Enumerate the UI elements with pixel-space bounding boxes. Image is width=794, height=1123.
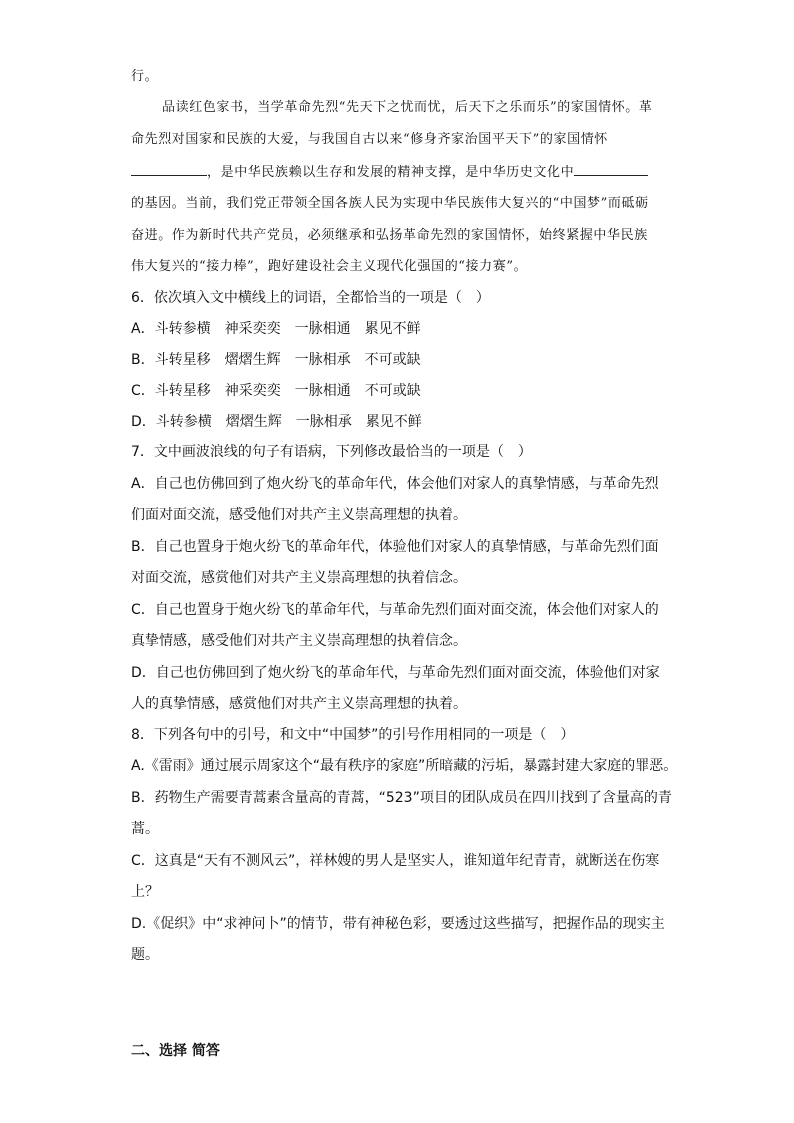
q6-option-c: C．斗转星移 神采奕奕 一脉相通 不可或缺 <box>131 383 421 399</box>
q6-option-a: A．斗转参横 神采奕奕 一脉相通 累见不鲜 <box>131 321 421 337</box>
q8-option-d-cont: 题。 <box>131 947 159 963</box>
q7-option-d-cont: 人的真挚情感，感赏他们对共产主义崇高理想的执着。 <box>131 696 467 712</box>
question-8-stem: 8．下列各句中的引号，和文中“中国梦”的引号作用相同的一项是（ ） <box>131 727 575 743</box>
q8-option-d: D.《促织》中“求神问卜”的情节，带有神秘色彩，要透过这些描写，把握作品的现实主 <box>131 916 665 932</box>
passage-line: 命先烈对国家和民族的大爱，与我国自古以来“修身齐家治国平天下”的家国情怀 <box>131 132 608 147</box>
fill-blank <box>574 163 648 176</box>
q8-option-c: C．这真是“天有不测风云”，祥林嫂的男人是坚实人，谁知道年纪青青，就断送在伤寒 <box>131 853 660 869</box>
passage-line: 行。 <box>131 69 159 84</box>
question-6-stem: 6．依次填入文中横线上的词语，全都恰当的一项是（ ） <box>131 290 490 306</box>
q7-option-a-cont: 们面对面交流，感受他们对共产主义崇高理想的执着。 <box>131 507 467 523</box>
passage-line: 品读红色家书，当学革命先烈“先天下之忧而忧，后天下之乐而乐”的家国情怀。革 <box>162 100 653 115</box>
passage-text: ，是中华民族赖以生存和发展的精神支撑，是中华历史文化中 <box>207 165 575 180</box>
q8-option-b-cont: 蒿。 <box>131 821 159 837</box>
passage-line: 伟大复兴的“接力棒”，跑好建设社会主义现代化强国的“接力赛”。 <box>131 259 528 274</box>
section-heading: 二、选择 简答 <box>131 1043 220 1059</box>
q8-option-a: A.《雷雨》通过展示周家这个“最有秩序的家庭”所暗藏的污垢，暴露封建大家庭的罪恶。 <box>131 758 678 774</box>
q7-option-a: A．自己也仿佛回到了炮火纷飞的革命年代，体会他们对家人的真挚情感，与革命先烈 <box>131 476 659 492</box>
passage-line: 的基因。当前，我们党正带领全国各族人民为实现中华民族伟大复兴的“中国梦”而砥砺 <box>131 196 649 211</box>
q7-option-b-cont: 对面交流，感赏他们对共产主义崇高理想的执着信念。 <box>131 570 467 586</box>
q7-option-d: D．自己也仿佛回到了炮火纷飞的革命年代，与革命先烈们面对面交流，体验他们对家 <box>131 665 660 681</box>
passage-line-with-blanks <box>131 163 648 182</box>
q6-option-b: B．斗转星移 熠熠生辉 一脉相承 不可或缺 <box>131 352 421 368</box>
q7-option-c-cont: 真挚情感，感受他们对共产主义崇高理想的执着信念。 <box>131 633 467 649</box>
passage-line: 奋进。作为新时代共产党员，必须继承和弘扬革命先烈的家国情怀，始终紧握中华民族 <box>131 228 648 243</box>
q7-option-c: C．自己也置身于炮火纷飞的革命年代，与革命先烈们面对面交流，体会他们对家人的 <box>131 602 659 618</box>
q6-option-d: D．斗转参横 熠熠生辉 一脉相承 累见不鲜 <box>131 414 422 430</box>
question-7-stem: 7．文中画波浪线的句子有语病，下列修改最恰当的一项是（ ） <box>131 444 532 460</box>
q8-option-c-cont: 上？ <box>131 884 159 900</box>
q8-option-b: B．药物生产需要青蒿素含量高的青蒿，“523”项目的团队成员在四川找到了含量高的青 <box>131 790 672 806</box>
q7-option-b: B．自己也置身于炮火纷飞的革命年代，体验他们对家人的真挚情感，与革命先烈们面 <box>131 539 659 555</box>
fill-blank <box>131 163 207 176</box>
